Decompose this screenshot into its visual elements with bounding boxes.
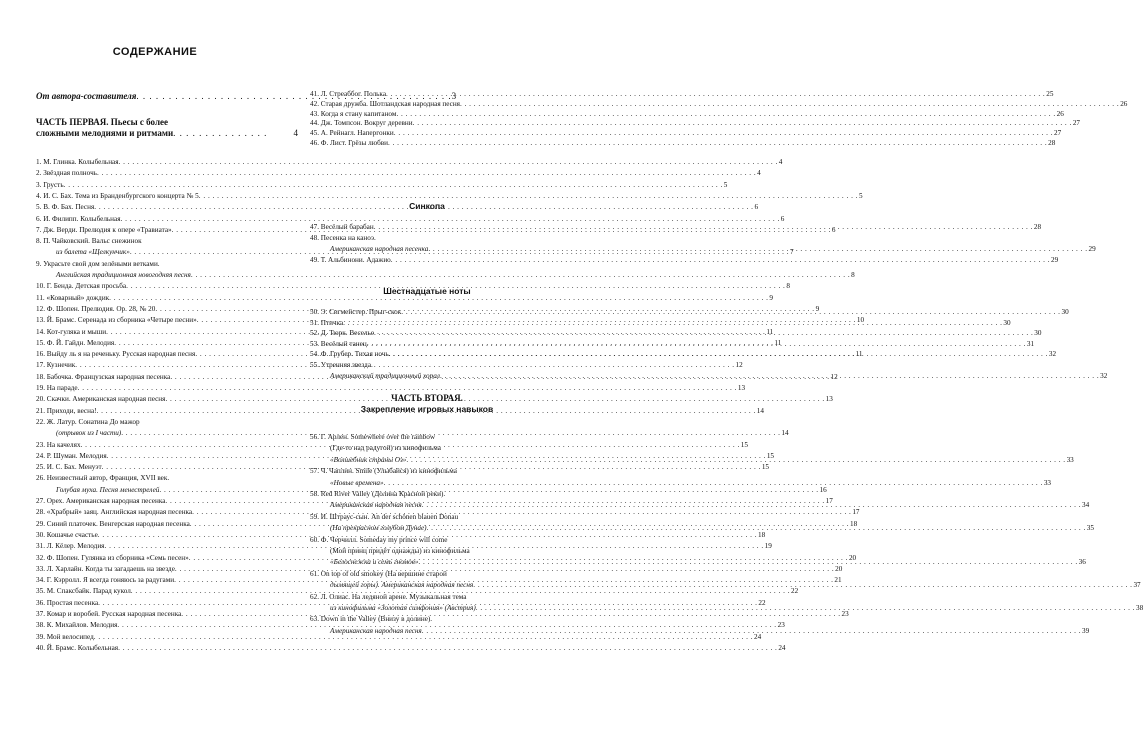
toc-entry-title: Голубая муха. Песня менестрелей: [56, 485, 160, 494]
toc-entry[interactable]: [310, 99, 1128, 109]
toc-entry-title: 12. Ф. Шопен. Прелюдия. Ор. 28, № 20: [36, 304, 156, 313]
toc-entry-line[interactable]: [36, 418, 298, 427]
toc-entry[interactable]: [310, 139, 1056, 148]
toc-entry-page: 6: [831, 225, 836, 234]
toc-entry-page: 15: [740, 440, 748, 449]
toc-entry-title: 62. Л. Олиас. На ледяной арене. Музыкальная тема: [310, 592, 467, 601]
toc-entry[interactable]: [36, 632, 762, 642]
toc-entry-page: 10: [856, 316, 865, 325]
toc-entry-page: 24: [778, 643, 786, 652]
toc-entry-page: 29: [1050, 256, 1059, 264]
toc-entry-title: 40. Й. Брамс. Колыбельная: [36, 643, 119, 652]
toc-entry-title: 11. «Коварный» дождик: [36, 293, 110, 302]
toc-entry-line[interactable]: [310, 234, 544, 243]
toc-entry-title: 29. Синий платочек. Венгерская народная песенка: [36, 519, 190, 528]
toc-entry-title: 25. И. С. Бах. Менуэт: [36, 463, 102, 472]
toc-entry-title: 48. Песенка на каноэ.: [310, 234, 376, 242]
toc-entry-title: (отрывок из I части): [56, 429, 122, 438]
toc-entry-title: 32. Ф. Шопен. Гулянка из сборника «Семь песен»: [36, 553, 189, 562]
toc-entry-title: 59. И. Штраус-сын. An der schönen blauen Donau: [310, 512, 459, 521]
toc-entry-title: 2. Звёздная полночь: [36, 169, 97, 178]
toc-entry-page: 14: [781, 429, 789, 438]
toc-entry-page: 28: [1048, 139, 1056, 147]
toc-entry-page: 5: [858, 191, 863, 200]
toc-entry-page: 37: [1133, 581, 1141, 590]
toc-entry[interactable]: [36, 576, 842, 585]
toc-entry-title: 19. На параде: [36, 384, 78, 392]
toc-entry-title: 41. Л. Стреаббог. Полька: [310, 90, 387, 98]
toc-entry-title: 47. Весёлый барабан: [310, 223, 374, 231]
toc-entry-page: 9: [815, 304, 820, 313]
toc-entry-title: 60. Ф. Черчилл. Someday my prince will come: [310, 535, 448, 544]
toc-entry-title: 22. Ж. Латур. Сонатина До мажор: [36, 417, 140, 426]
toc-entry-title: (Мой принц придёт однажды) из кинофильма: [330, 547, 470, 555]
toc-entry-title: из кинофильма «Золотая симфония» (Австрия): [330, 604, 476, 612]
toc-entry-title: 31. Л. Кёлер. Мелодия: [36, 542, 105, 551]
toc-entry-title: 20. Скачки. Американская народная песня: [36, 395, 166, 404]
toc-entry-title: 33. Л. Харлайн. Когда ты загадаешь на звезде: [36, 564, 175, 573]
toc-entry-title: 57. Ч. Чаплин. Smile (Улыбайся) из кинофильма: [310, 467, 457, 476]
toc-entry-page: 27: [1072, 119, 1080, 128]
toc-entry-page: 33: [1066, 455, 1074, 464]
toc-entry-page: 39: [1081, 626, 1090, 635]
toc-entry[interactable]: [310, 626, 1090, 636]
part-one-title-line1: ЧАСТЬ ПЕРВАЯ. Пьесы с более: [36, 117, 168, 127]
part-one-title-line2: сложными мелодиями и ритмами: [36, 128, 174, 138]
toc-entry-title: 5. В. Ф. Бах. Песня: [36, 203, 95, 212]
dot-leader: [418, 558, 1077, 567]
toc-entry-title: «Белоснежка и семь гномов»: [330, 558, 419, 567]
toc-entry-page: 26: [1120, 99, 1128, 108]
toc-entry-title: дымящей горы). Американская народная песня: [330, 581, 474, 590]
toc-entry-page: 35: [1086, 524, 1094, 533]
toc-entry-page: 8: [851, 271, 855, 279]
dot-leader: [406, 456, 1065, 465]
toc-entry-title: «Новые времена»: [330, 478, 384, 487]
toc-entry[interactable]: [36, 214, 785, 224]
toc-entry-title: Американская народная песня: [330, 501, 422, 510]
toc-entry-title: 28. «Храбрый» заяц. Английская народная песенка: [36, 508, 193, 517]
toc-entry-title: 46. Ф. Лист. Грёзы любви: [310, 139, 388, 147]
toc-entry-page: 28: [1033, 223, 1042, 231]
toc-entry[interactable]: [36, 587, 799, 596]
dot-leader: [460, 100, 1119, 109]
dot-leader: [422, 627, 1081, 636]
toc-entry-title: 49. Т. Альбинони. Адажио: [310, 256, 391, 264]
toc-entry-title: 50. Э. Сигмейстер. Прыг-скок: [310, 308, 402, 316]
toc-entry[interactable]: [310, 256, 1059, 265]
toc-entry-page: 17: [852, 508, 860, 517]
toc-entry-title: 13. Й. Брамс. Серенада из сборника «Четыре песни»: [36, 316, 197, 325]
toc-entry[interactable]: [310, 223, 1042, 232]
toc-entry-page: 33: [1043, 478, 1051, 487]
toc-entry[interactable]: [310, 478, 1051, 488]
toc-entry-title: 36. Простая песенка: [36, 598, 99, 607]
toc-entry-title: 38. К. Михайлов. Мелодия: [36, 621, 118, 630]
part-one-heading[interactable]: [36, 117, 298, 139]
dot-leader: [422, 501, 1081, 510]
toc-entry-title: 15. Ф. Й. Гайдн. Мелодия: [36, 338, 115, 347]
toc-entry-page: 15: [761, 463, 770, 472]
toc-entry-line[interactable]: [310, 444, 544, 453]
toc-entry-page: 11: [855, 350, 863, 359]
toc-entry-page: 11: [774, 338, 782, 347]
toc-entry-page: 30: [1003, 318, 1011, 327]
toc-entry[interactable]: [310, 524, 1094, 533]
toc-entry-title: Американская народная песня: [330, 626, 422, 635]
toc-entry-title: 7. Дж. Верди. Прелюдия к опере «Травиата»: [36, 225, 172, 234]
toc-entry-title: «Волшебник страны Оз»: [330, 455, 407, 464]
toc-entry-page: 18: [850, 519, 858, 528]
toc-entry-page: 11: [766, 327, 774, 336]
dot-leader: [386, 90, 1045, 99]
dot-leader: [384, 479, 1043, 488]
toc-entry[interactable]: [36, 621, 785, 630]
toc-entry-title: 45. А. Рейнагл. Напергонки: [310, 129, 394, 138]
toc-entry-title: 21. Приходи, весна!: [36, 406, 97, 415]
toc-entry-title: 34. Г. Кэрролл. Я всегда гоняюсь за радугами: [36, 576, 175, 585]
toc-entry-page: 13: [825, 395, 833, 404]
toc-entry-title: 23. На качелях: [36, 440, 81, 449]
toc-entry[interactable]: [36, 384, 746, 393]
toc-entry-title: 16. Выйду ль я на реченьку. Русская народная песня: [36, 350, 196, 359]
toc-entry[interactable]: [310, 109, 1064, 119]
page-title: СОДЕРЖАНИЕ: [112, 46, 198, 58]
toc-entry[interactable]: [310, 558, 1086, 567]
dot-leader: [374, 329, 1033, 338]
toc-entry-page: 20: [835, 564, 843, 573]
dot-leader: [476, 604, 1135, 613]
dot-leader: [374, 223, 1033, 232]
toc-entry-page: 4: [778, 158, 783, 166]
toc-entry-title: 26. Неизвестный автор, Франция, XVII век.: [36, 474, 170, 483]
toc-entry-line[interactable]: [310, 547, 544, 556]
part-two-heading: [310, 393, 544, 415]
toc-entry-title: (На прекрасном голубом Дунае): [330, 524, 427, 533]
toc-entry[interactable]: [36, 293, 773, 303]
toc-entry-title: Английская традиционная новогодняя песня: [56, 271, 191, 279]
toc-entry-title: 53. Весёлый танец: [310, 339, 367, 348]
toc-entry[interactable]: [36, 169, 761, 178]
dot-leader: [343, 319, 1002, 328]
dot-leader: [440, 372, 1099, 381]
toc-entry-page: 12: [830, 372, 838, 381]
toc-entry-page: 25: [1046, 90, 1054, 98]
toc-entry-line[interactable]: [310, 467, 544, 476]
toc-entry[interactable]: [310, 90, 1054, 99]
toc-entry-page: 36: [1078, 558, 1086, 567]
toc-entry-page: 19: [764, 542, 772, 551]
toc-entry[interactable]: [310, 245, 1096, 254]
toc-entry-title: 63. Down in the Valley (Внизу в долине).: [310, 615, 433, 624]
toc-entry-title: 35. М. Спаксбайк. Парад кукол: [36, 587, 131, 596]
dot-leader: [401, 308, 1060, 317]
part-two-subtitle: Закрепление игровых навыков: [360, 404, 494, 414]
toc-entry-page: 6: [780, 214, 785, 223]
toc-entry-line[interactable]: [310, 570, 544, 579]
toc-entry-line[interactable]: [310, 513, 544, 522]
toc-entry-title: (Где-то над радугой) из кинофильма: [330, 444, 441, 453]
toc-entry-title: 4. И. С. Бах. Тема из Бранденбургского концерта № 5: [36, 191, 199, 200]
toc-entry[interactable]: [310, 604, 1143, 613]
toc-entry-page: 5: [723, 180, 728, 189]
toc-entry[interactable]: [36, 180, 728, 190]
toc-entry[interactable]: [310, 129, 1062, 138]
author-note-label: От автора-составителя: [36, 91, 137, 101]
toc-entry[interactable]: [36, 610, 849, 619]
part-two-title: ЧАСТЬ ВТОРАЯ.: [391, 393, 463, 403]
dot-leader: [473, 581, 1132, 590]
toc-entry[interactable]: [36, 158, 783, 167]
toc-entry-line[interactable]: [310, 361, 544, 370]
toc-entry-page: 32: [1048, 350, 1057, 359]
dot-leader: [391, 256, 1050, 265]
toc-entry-page: 4: [757, 169, 761, 178]
toc-entry-page: 30: [1061, 308, 1069, 316]
toc-entry-page: 6: [754, 203, 759, 212]
toc-entry-title: 10. Г. Бенда. Детская просьба: [36, 282, 127, 291]
toc-entry[interactable]: [36, 271, 855, 280]
toc-entry-title: 43. Когда я стану капитаном: [310, 109, 397, 118]
toc-entry-line[interactable]: [310, 536, 544, 545]
toc-entry-title: 52. Д. Тюрк. Веселье: [310, 329, 375, 338]
toc-entry-line[interactable]: [310, 615, 544, 624]
toc-entry-line[interactable]: [310, 593, 544, 602]
toc-entry-page: 14: [756, 406, 764, 415]
toc-entry-title: из балета «Щелкунчик»: [56, 248, 130, 257]
toc-entry-title: 27. Орех. Американская народная песенка: [36, 497, 166, 505]
toc-entry-title: 24. Р. Шуман. Мелодия: [36, 451, 107, 460]
toc-entry-title: 37. Комар и воробей. Русская народная песенка: [36, 610, 182, 618]
toc-entry-title: Американский традиционный хорал: [330, 371, 440, 380]
toc-entry-page: 22: [790, 587, 799, 596]
toc-entry[interactable]: [310, 308, 1069, 317]
dot-leader: [396, 110, 1055, 119]
toc-entry-page: 9: [769, 293, 773, 302]
toc-entry-title: 1. М. Глинка. Колыбельная: [36, 158, 119, 166]
toc-entry-title: 54. Ф. Грубер. Тихая ночь: [310, 350, 389, 359]
toc-entry-title: 14. Кот-гуляка и мыши: [36, 327, 107, 336]
toc-entry-page: 16: [819, 485, 827, 494]
toc-entry[interactable]: [310, 581, 1141, 590]
toc-entry-title: 8. П. Чайковский. Вальс снежинок: [36, 237, 142, 246]
dot-leader: [428, 245, 1087, 254]
toc-entry-page: 23: [841, 610, 849, 618]
toc-entry-page: 8: [786, 282, 790, 291]
toc-entry-page: 26: [1056, 109, 1064, 118]
toc-entry-page: 32: [1100, 371, 1108, 380]
toc-entry-title: 61. On top of old smokey (На вершине старой: [310, 569, 447, 578]
toc-entry-title: 55. Утренняя звезда.: [310, 361, 373, 369]
author-note-page: 3: [451, 91, 457, 101]
dot-leader: [413, 119, 1072, 128]
dot-leader: [367, 340, 1026, 349]
toc-entry-line[interactable]: [36, 260, 298, 269]
toc-entry-title: 17. Кузнечик: [36, 361, 76, 370]
toc-entry-page: 29: [1088, 245, 1096, 253]
toc-entry-page: 15: [766, 451, 775, 460]
toc-entry-line[interactable]: [36, 237, 298, 246]
toc-entry-line[interactable]: [310, 433, 544, 442]
toc-entry-page: 22: [758, 598, 766, 607]
toc-entry-page: 12: [735, 361, 743, 370]
toc-entry-page: 38: [1135, 604, 1143, 612]
dot-leader: [427, 524, 1086, 533]
toc-entry-page: 17: [825, 497, 833, 505]
toc-entry-line[interactable]: [36, 474, 298, 483]
toc-entry-line[interactable]: [310, 490, 544, 499]
toc-entry-page: 7: [790, 248, 794, 257]
toc-entry-page: 27: [1053, 129, 1062, 138]
dot-leader: [388, 139, 1047, 148]
dot-leader: [389, 350, 1048, 359]
toc-entry-page: 34: [1081, 501, 1090, 510]
toc-entry-title: 6. И. Филипп. Колыбельная: [36, 214, 121, 223]
toc-entry-page: 24: [753, 632, 762, 641]
toc-entry-page: 20: [848, 553, 857, 562]
toc-entry-title: 30. Кошачье счастье: [36, 530, 98, 539]
toc-entry-page: 18: [757, 530, 766, 539]
toc-entry-page: 30: [1034, 329, 1042, 338]
toc-entry-title: 9. Украсьте свой дом зелёными ветками.: [36, 259, 160, 268]
syncopation-heading: Синкопа: [409, 201, 445, 211]
toc-entry-title: 42. Старая дружба. Шотландская народная песня: [310, 99, 460, 108]
part-one-page: 4: [293, 128, 298, 138]
toc-entry-page: 21: [834, 576, 842, 585]
toc-entry-title: 39. Мой велосипед: [36, 632, 94, 641]
toc-entry-title: 44. Дж. Томпсон. Вокруг деревни: [310, 119, 413, 128]
toc-entry-title: 51. Птичка: [310, 318, 344, 327]
dot-leader: [394, 129, 1053, 138]
toc-entry-page: 31: [1026, 339, 1035, 348]
toc-entry[interactable]: [36, 643, 786, 653]
toc-entry[interactable]: [310, 119, 1080, 128]
toc-entry-title: 58. Red River Valley (Долина Красной реки).: [310, 490, 446, 498]
toc-entry-title: Американская народная песенка: [330, 245, 429, 253]
sixteenths-heading: Шестнадцатые ноты: [383, 286, 471, 296]
toc-entry[interactable]: [36, 191, 863, 201]
toc-entry-page: 13: [737, 384, 746, 392]
toc-entry-page: 23: [777, 621, 785, 630]
toc-entry-title: 18. Бабочка. Французская народная песенка: [36, 372, 171, 381]
toc-entry-title: 3. Грусть: [36, 180, 64, 189]
toc-entry-title: 56. Г. Арлен. Somewhere over the rainbow: [310, 433, 436, 441]
